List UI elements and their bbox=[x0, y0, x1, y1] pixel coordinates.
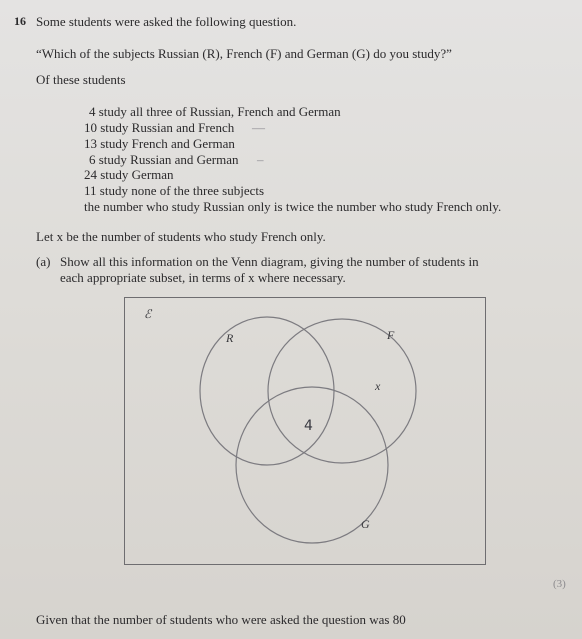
set-f-label: F bbox=[387, 328, 395, 342]
universal-set-symbol: ℰ bbox=[144, 307, 152, 321]
part-a-line-1: Show all this information on the Venn diagram, giving the number of students in bbox=[60, 254, 479, 269]
fact-german: 24 study German bbox=[84, 167, 174, 182]
fact-russian-french: 10 study Russian and French bbox=[84, 120, 235, 135]
fact-french-german: 13 study French and German bbox=[84, 136, 235, 151]
question-quote: “Which of the subjects Russian (R), French (F) and German (G) do you study?” bbox=[36, 46, 452, 61]
set-r-label: R bbox=[226, 331, 234, 345]
part-a-line-2: each appropriate subset, in terms of x where necessary. bbox=[60, 270, 346, 285]
footer-statement: Given that the number of students who were asked the question was 80 bbox=[36, 612, 406, 627]
set-r-circle bbox=[200, 317, 334, 465]
part-a-label: (a) bbox=[36, 254, 51, 269]
pencil-tick-mark: – bbox=[257, 152, 264, 167]
center-entry: 4 bbox=[304, 418, 313, 434]
fact-all-three: 4 study all three of Russian, French and German bbox=[89, 104, 341, 119]
part-a-marks: (3) bbox=[553, 578, 566, 590]
let-x-statement: Let x be the number of students who study French only. bbox=[36, 229, 326, 244]
fact-russian-german: 6 study Russian and German bbox=[89, 152, 239, 167]
fact-russian-only: the number who study Russian only is twice the number who study French only. bbox=[84, 199, 502, 214]
french-only-entry: x bbox=[375, 379, 381, 393]
question-number: 16 bbox=[14, 14, 26, 28]
fact-none: 11 study none of the three subjects bbox=[84, 183, 265, 198]
pencil-tick-mark: — bbox=[252, 120, 265, 135]
question-intro: Some students were asked the following question. bbox=[36, 14, 297, 29]
of-these-label: Of these students bbox=[36, 72, 126, 87]
set-g-label: G bbox=[361, 517, 370, 531]
venn-diagram bbox=[124, 297, 486, 565]
